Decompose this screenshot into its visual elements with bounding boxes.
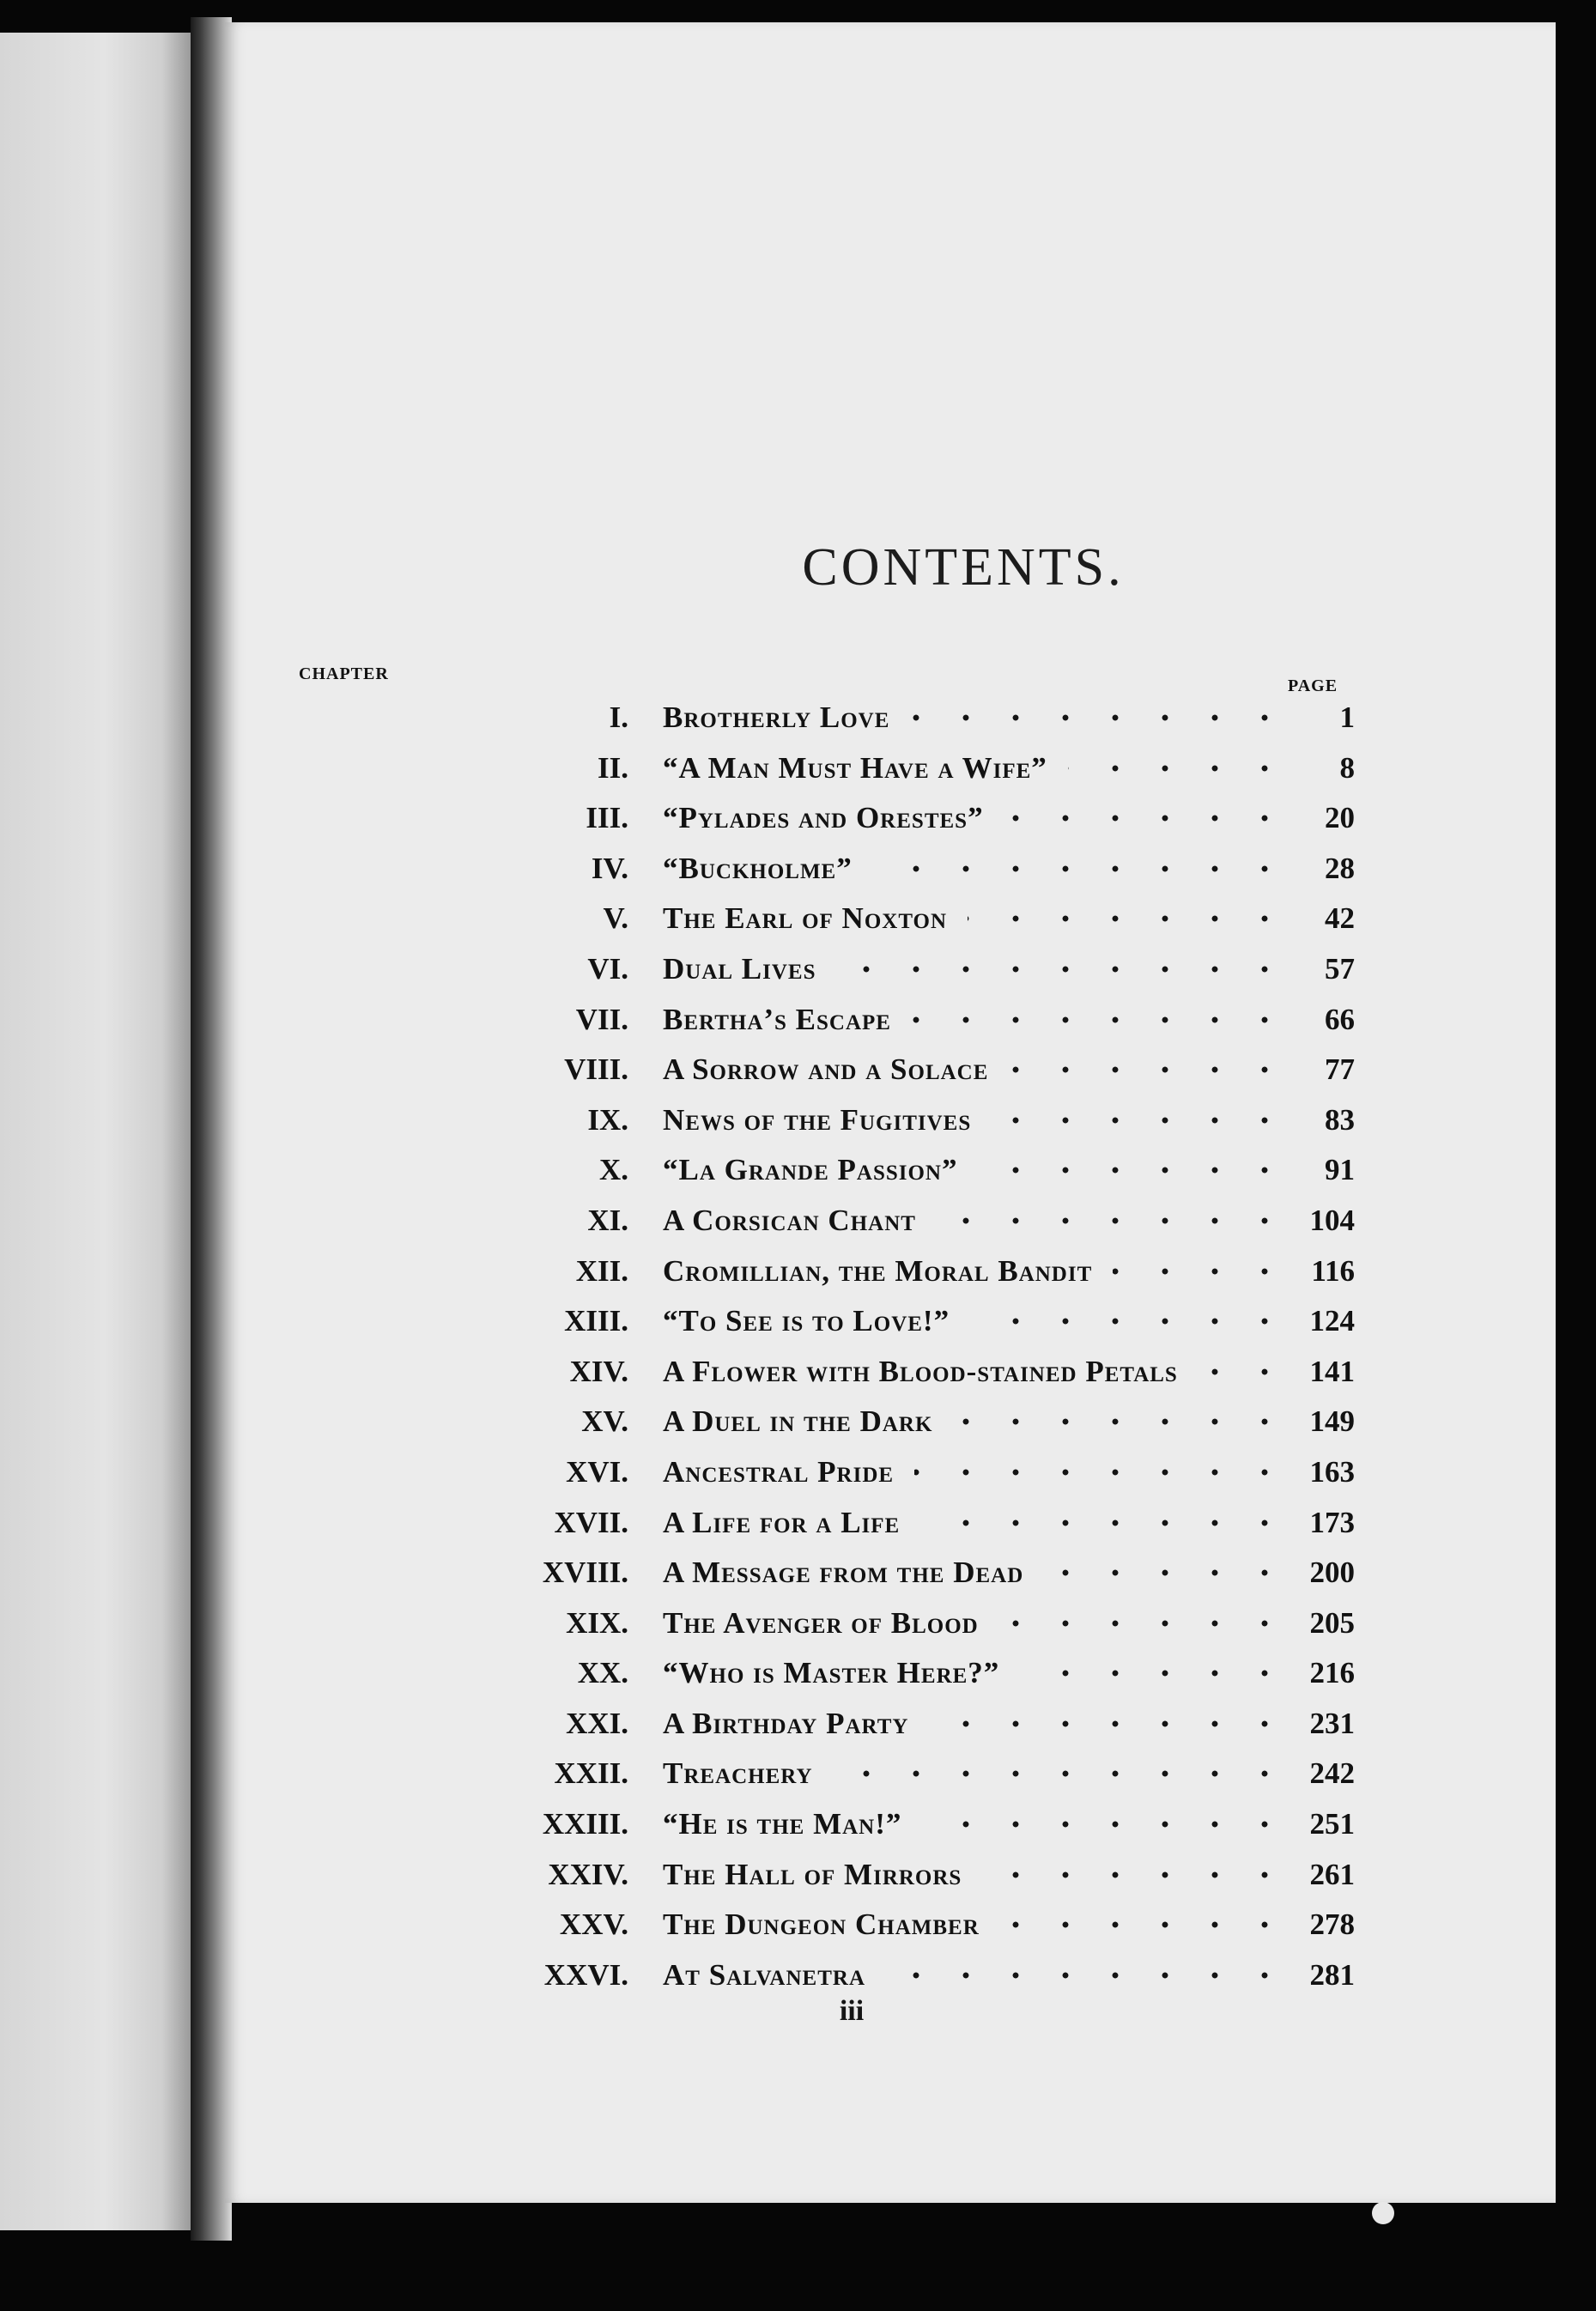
chapter-title: A Sorrow and a Solace	[663, 1052, 989, 1087]
toc-row	[225, 952, 1556, 1003]
toc-row	[225, 1506, 1556, 1556]
dot-leader	[982, 1870, 1290, 1880]
page-number: 200	[1309, 1556, 1355, 1590]
chapter-column-header: CHAPTER	[299, 664, 389, 683]
chapter-number: XXV.	[559, 1908, 628, 1942]
dot-leader	[910, 713, 1290, 723]
dot-leader	[937, 1216, 1290, 1226]
chapter-title: “To See is to Love!”	[663, 1304, 950, 1338]
toc-row	[225, 1304, 1556, 1355]
dot-leader	[1068, 763, 1290, 773]
chapter-title: A Birthday Party	[663, 1706, 909, 1740]
toc-row	[225, 1858, 1556, 1908]
toc-row	[225, 1455, 1556, 1506]
page-number: 104	[1309, 1203, 1355, 1237]
chapter-number: XXI.	[566, 1706, 628, 1740]
page-number: 231	[1309, 1706, 1355, 1740]
page-column-header: PAGE	[1288, 676, 1338, 695]
chapter-number: XI.	[587, 1203, 628, 1237]
chapter-title: A Message from the Dead	[663, 1556, 1024, 1590]
toc-row	[225, 1204, 1556, 1254]
chapter-number: XVIII.	[542, 1556, 628, 1590]
toc-row	[225, 1756, 1556, 1807]
contents-list	[225, 701, 1556, 2008]
chapter-title: “A Man Must Have a Wife”	[663, 750, 1047, 785]
dot-leader	[922, 1819, 1290, 1829]
dot-leader	[837, 964, 1290, 974]
toc-row	[225, 801, 1556, 852]
chapter-number: XIV.	[569, 1354, 628, 1388]
toc-row	[225, 1656, 1556, 1707]
toc-row	[225, 1052, 1556, 1103]
page-number: 116	[1311, 1253, 1355, 1288]
chapter-number: XIX.	[566, 1605, 628, 1640]
page-number: 163	[1309, 1454, 1355, 1489]
toc-row	[225, 1103, 1556, 1154]
dot-leader	[920, 1518, 1290, 1528]
toc-row	[225, 1254, 1556, 1305]
page-number: 83	[1325, 1102, 1355, 1137]
toc-row	[225, 1606, 1556, 1657]
chapter-number: XX.	[577, 1656, 628, 1690]
chapter-number: VIII.	[564, 1052, 628, 1087]
page-number: 261	[1309, 1857, 1355, 1891]
toc-row	[225, 1153, 1556, 1204]
dot-leader	[1199, 1367, 1290, 1377]
toc-row	[225, 1556, 1556, 1606]
chapter-number: XXIII.	[542, 1807, 628, 1841]
chapter-title: Ancestral Pride	[663, 1454, 895, 1489]
chapter-title: Dual Lives	[663, 951, 816, 986]
toc-row	[225, 1707, 1556, 1757]
page-number: 20	[1325, 801, 1355, 835]
page-number: 149	[1309, 1404, 1355, 1439]
chapter-title: News of the Fugitives	[663, 1102, 972, 1137]
page-number: 28	[1325, 851, 1355, 885]
toc-row	[225, 901, 1556, 952]
contents-page	[225, 22, 1556, 2203]
chapter-number: XXIV.	[548, 1857, 628, 1891]
chapter-number: X.	[598, 1153, 628, 1187]
chapter-title: Treachery	[663, 1756, 813, 1791]
page-number: 216	[1309, 1656, 1355, 1690]
page-number: 66	[1325, 1002, 1355, 1036]
chapter-title: The Avenger of Blood	[663, 1605, 979, 1640]
dot-leader	[953, 1416, 1290, 1427]
chapter-title: Cromillian, the Moral Bandit	[663, 1253, 1093, 1288]
chapter-title: A Life for a Life	[663, 1505, 901, 1539]
dot-leader	[979, 1165, 1290, 1175]
chapter-number: XXVI.	[543, 1957, 628, 1992]
page-number: 251	[1309, 1807, 1355, 1841]
dot-leader	[970, 1316, 1290, 1326]
dot-leader	[999, 1618, 1290, 1629]
chapter-title: “Who is Master Here?”	[663, 1656, 1000, 1690]
toc-row	[225, 1908, 1556, 1958]
dot-leader	[968, 913, 1290, 924]
toc-row	[225, 1404, 1556, 1455]
page-number: 8	[1339, 750, 1355, 785]
chapter-title: “La Grande Passion”	[663, 1153, 958, 1187]
dot-leader	[873, 864, 1290, 874]
page-number: 77	[1325, 1052, 1355, 1087]
chapter-title: A Duel in the Dark	[663, 1404, 933, 1439]
chapter-number: XII.	[575, 1253, 628, 1288]
dot-leader	[929, 1719, 1290, 1729]
chapter-number: XV.	[581, 1404, 628, 1439]
page-number: 91	[1325, 1153, 1355, 1187]
chapter-title: The Dungeon Chamber	[663, 1908, 980, 1942]
chapter-number: XXII.	[554, 1756, 628, 1791]
toc-row	[225, 701, 1556, 751]
dot-leader	[1044, 1568, 1290, 1578]
chapter-number: IX.	[587, 1102, 628, 1137]
page-number: 205	[1309, 1605, 1355, 1640]
dot-leader	[1113, 1266, 1290, 1277]
page-number: 124	[1309, 1304, 1355, 1338]
chapter-title: A Corsican Chant	[663, 1203, 916, 1237]
toc-row	[225, 852, 1556, 902]
chapter-title: At Salvanetra	[663, 1957, 865, 1992]
chapter-number: III.	[586, 801, 628, 835]
dot-leader	[1000, 1920, 1290, 1930]
toc-row	[225, 751, 1556, 802]
chapter-title: “Buckholme”	[663, 851, 853, 885]
chapter-number: XVI.	[566, 1454, 628, 1489]
chapter-title: The Hall of Mirrors	[663, 1857, 962, 1891]
chapter-number: VII.	[575, 1002, 628, 1036]
page-number: 57	[1325, 951, 1355, 986]
chapter-title: Brotherly Love	[663, 701, 890, 734]
chapter-title: A Flower with Blood-stained Petals	[663, 1354, 1178, 1388]
toc-row	[225, 1003, 1556, 1053]
toc-row	[225, 1807, 1556, 1858]
chapter-title: Bertha’s Escape	[663, 1002, 891, 1036]
facing-page-edge	[0, 33, 191, 2230]
page-number: 141	[1309, 1354, 1355, 1388]
toc-row	[225, 1355, 1556, 1405]
dot-leader	[914, 1467, 1290, 1477]
chapter-number: V.	[603, 901, 628, 936]
chapter-title: The Earl of Noxton	[663, 901, 948, 936]
chapter-number: XVII.	[554, 1505, 628, 1539]
dot-leader	[912, 1015, 1290, 1025]
dot-leader	[1004, 813, 1290, 823]
page-number: 281	[1309, 1957, 1355, 1992]
dot-leader	[886, 1970, 1290, 1980]
page-number: 278	[1309, 1908, 1355, 1942]
page-number: 173	[1309, 1505, 1355, 1539]
dot-leader	[1020, 1668, 1290, 1678]
chapter-title: “Pylades and Orestes”	[663, 801, 984, 835]
dot-leader	[1009, 1065, 1290, 1075]
chapter-number: I.	[609, 701, 628, 734]
chapter-number: II.	[598, 750, 628, 785]
dot-leader	[992, 1115, 1290, 1125]
page-number: 1	[1339, 701, 1355, 734]
chapter-number: VI.	[587, 951, 628, 986]
chapter-number: IV.	[591, 851, 628, 885]
page-number: 42	[1325, 901, 1355, 936]
page-folio: iii	[839, 1995, 865, 2027]
chapter-title: “He is the Man!”	[663, 1807, 902, 1841]
page-title: CONTENTS.	[802, 538, 1125, 597]
chapter-number: XIII.	[564, 1304, 628, 1338]
page-number: 242	[1309, 1756, 1355, 1791]
scan-light-spot	[1372, 2202, 1394, 2224]
dot-leader	[834, 1768, 1290, 1779]
